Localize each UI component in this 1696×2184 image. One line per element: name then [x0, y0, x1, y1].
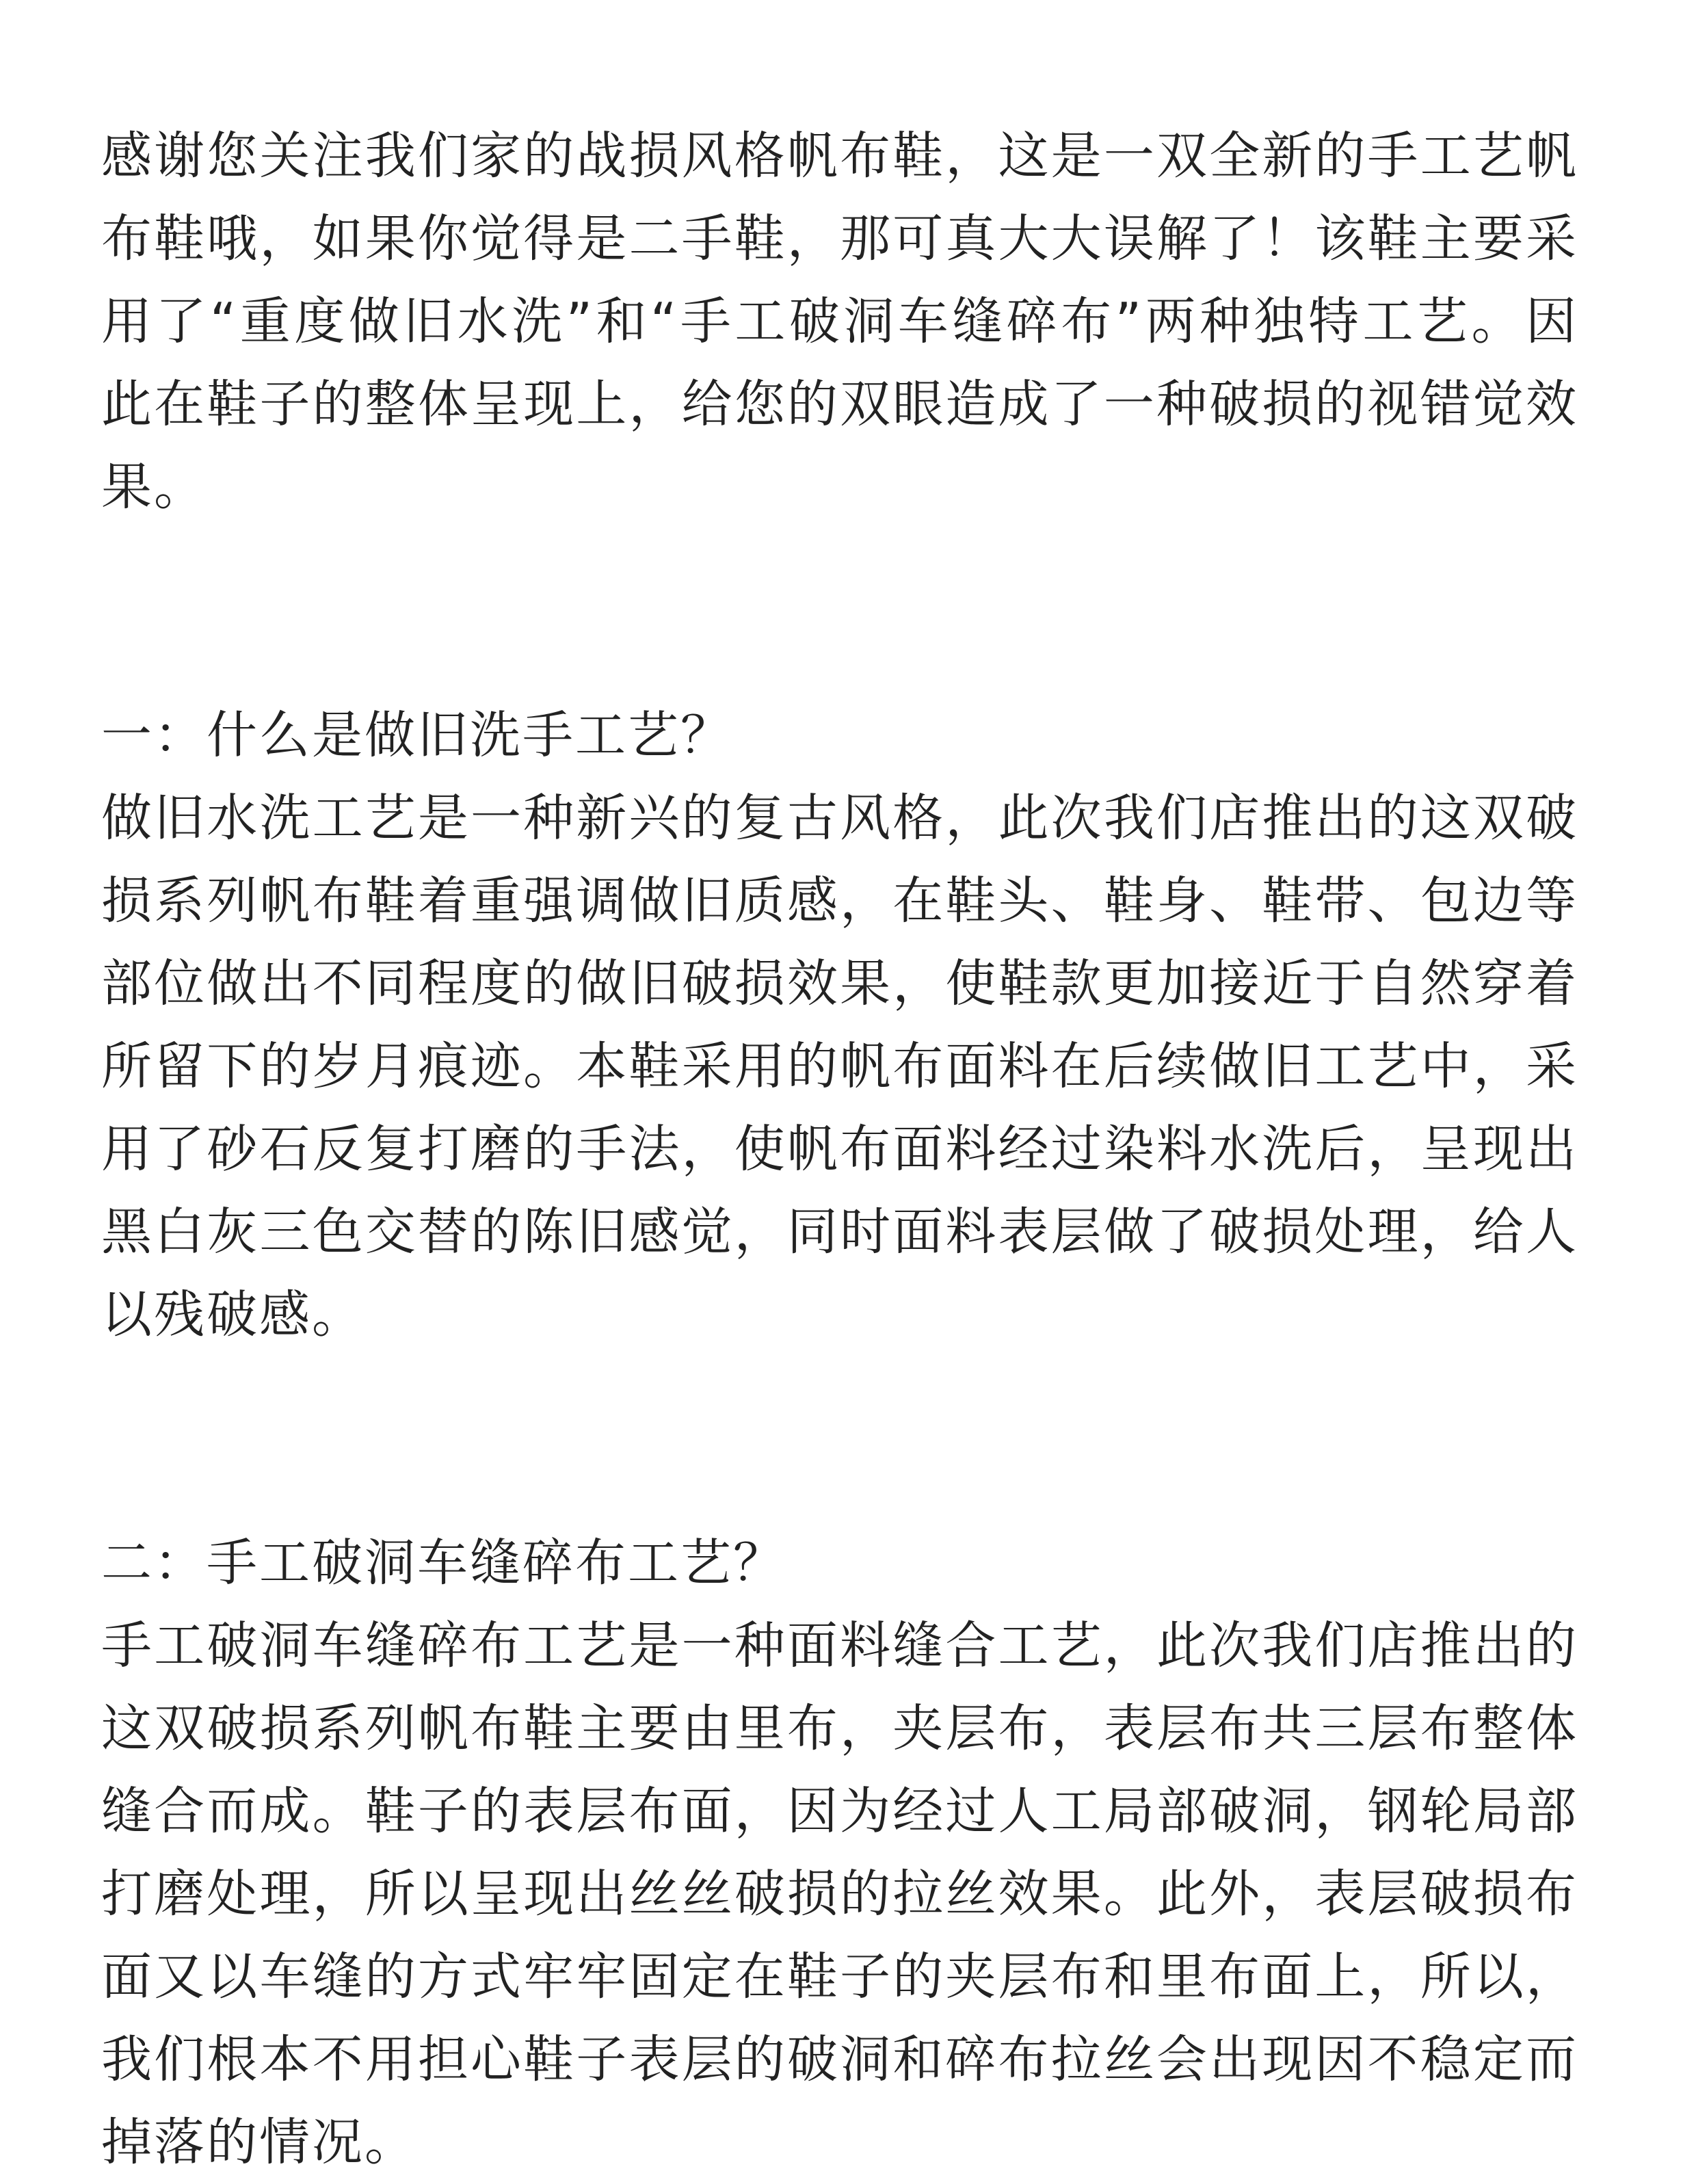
- intro-paragraph: 感谢您关注我们家的战损风格帆布鞋，这是一双全新的手工艺帆布鞋哦，如果你觉得是二手鞋，那可真大大误解了！该鞋主要采用了“重度做旧水洗”和“手工破洞车缝碎布”两种独特工艺。因此在鞋子的整体呈现上，给您的双眼造成了一种破损的视错觉效果。: [101, 127, 1578, 516]
- section-heading-patchwork-stitch: 二：手工破洞车缝碎布工艺？: [101, 1534, 786, 1592]
- paragraph-spacer: [101, 1356, 1578, 1522]
- paragraph-spacer: [101, 529, 1578, 694]
- section-patchwork-stitch: [101, 1522, 1578, 2184]
- section-body-aging-wash: 做旧水洗工艺是一种新兴的复古风格，此次我们店推出的这双破损系列帆布鞋着重强调做旧质感，在鞋头、鞋身、鞋带、包边等部位做出不同程度的做旧破损效果，使鞋款更加接近于自然穿着所留下的岁月痕迹。本鞋采用的帆布面料在后续做旧工艺中，采用了砂石反复打磨的手法，使帆布面料经过染料水洗后，呈现出黑白灰三色交替的陈旧感觉，同时面料表层做了破损处理，给人以残破感。: [101, 789, 1578, 1344]
- section-heading-aging-wash: 一：什么是做旧洗手工艺？: [101, 706, 733, 765]
- section-aging-wash: [101, 694, 1578, 1356]
- article: [101, 115, 1578, 2184]
- section-body-patchwork-stitch: 手工破洞车缝碎布工艺是一种面料缝合工艺，此次我们店推出的这双破损系列帆布鞋主要由里布，夹层布，表层布共三层布整体缝合而成。鞋子的表层布面，因为经过人工局部破洞，钢轮局部打磨处理，所以呈现出丝丝破损的拉丝效果。此外，表层破损布面又以车缝的方式牢牢固定在鞋子的夹层布和里布面上，所以，我们根本不用担心鞋子表层的破洞和碎布拉丝会出现因不稳定而掉落的情况。: [101, 1616, 1578, 2172]
